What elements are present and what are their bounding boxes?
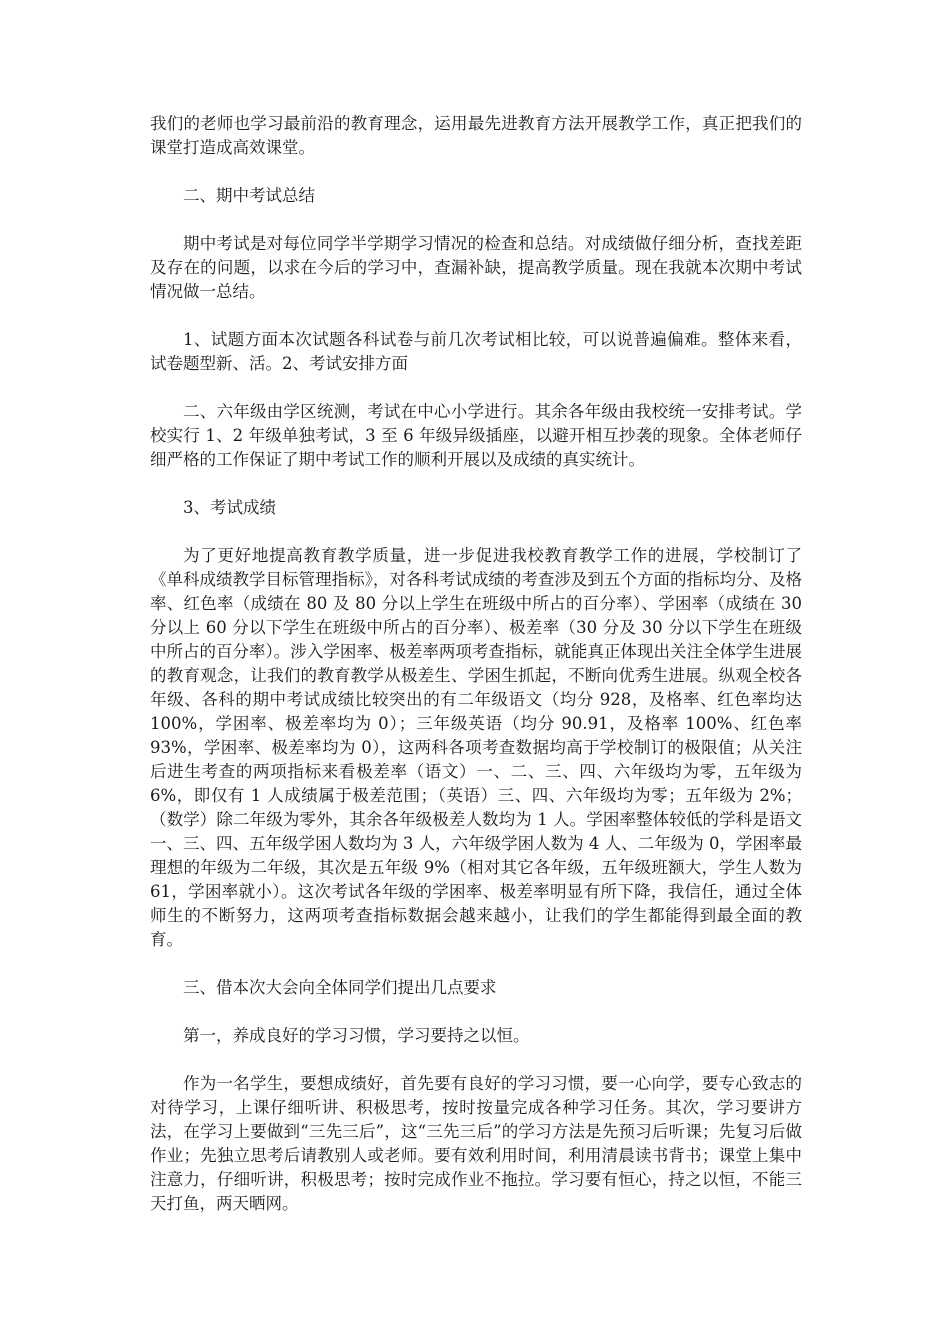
paragraph-intro-continued: 我们的老师也学习最前沿的教育理念，运用最先进教育方法开展教学工作，真正把我们的课堂打造成高效课堂。 bbox=[150, 114, 802, 157]
paragraph-exam-results: 为了更好地提高教育教学质量，进一步促进我校教育教学工作的进展，学校制订了《单科成绩教学目标管理指标》，对各科考试成绩的考查涉及到五个方面的指标均分、及格率、红色率（成绩在 80 及 80 分以上学生在班级中所占的百分率）、学困率（成绩在 30 分以上 60 分以下学生在班级中所占的百分率）、极差率（30 分及 30 分以下学生在班级中所占的百分率）。涉入学困率、极差率两项考查指标，就能真正体现出关注全体学生进展的教育观念，让我们的教育教学从极差生、学困生抓起，不断向优秀生进展。纵观全校各年级、各科的期中考试成绩比较突出的有二年级语文（均分 928，及格率、红色率均达 100%，学困率、极差率均为 0）；三年级英语（均分 90.91，及格率 100%、红色率 93%，学困率、极差率均为 0），这两科各项考查数据均高于学校制订的极限值；从关注后进生考查的两项指标来看极差率（语文）一、二、三、四、六年级均为零，五年级为 6%，即仅有 1 人成绩属于极差范围；（英语）三、四、六年级均为零；五年级为 2%；（数学）除二年级为零外，其余各年级极差人数均为 1 人。学困率整体较低的学科是语文一、三、四、五年级学困人数均为 3 人，六年级学困人数为 4 人、二年级为 0，学困率最理想的年级为二年级，其次是五年级 9%（相对其它各年级，五年级班额大，学生人数为 61，学困率就小）。这次考试各年级的学困率、极差率明显有所下降，我信任，通过全体师生的不断努力，这两项考查指标数据会越来越小，让我们的学生都能得到最全面的教育。 bbox=[150, 546, 802, 949]
paragraph-midterm-overview: 期中考试是对每位同学半学期学习情况的检查和总结。对成绩做仔细分析，查找差距及存在的问题，以求在今后的学习中，查漏补缺，提高教学质量。现在我就本次期中考试情况做一总结。 bbox=[150, 234, 802, 301]
paragraph-study-habits: 作为一名学生，要想成绩好，首先要有良好的学习习惯，要一心向学，要专心致志的对待学习，上课仔细听讲、积极思考，按时按量完成各种学习任务。其次，学习要讲方法，在学习上要做到“三先三后”，这“三先三后”的学习方法是先预习后听课；先复习后做作业；先独立思考后请教别人或老师。要有效利用时间，利用清晨读书背书；课堂上集中注意力，仔细听讲，积极思考；按时完成作业不拖拉。学习要有恒心，持之以恒，不能三天打鱼，两天晒网。 bbox=[150, 1074, 802, 1213]
paragraph-exam-questions: 1、试题方面本次试题各科试卷与前几次考试相比较，可以说普遍偏难。整体来看，试卷题型新、活。2、考试安排方面 bbox=[150, 330, 802, 373]
paragraph-exam-arrangement: 二、六年级由学区统测，考试在中心小学进行。其余各年级由我校统一安排考试。学校实行 1、2 年级单独考试，3 至 6 年级异级插座，以避开相互抄袭的现象。全体老师仔细严格的工作保证了期中考试工作的顺利开展以及成绩的真实统计。 bbox=[150, 402, 802, 469]
subheading-exam-results: 3、考试成绩 bbox=[183, 498, 276, 517]
section-heading-midterm-summary: 二、期中考试总结 bbox=[183, 186, 315, 205]
section-heading-requirements: 三、借本次大会向全体同学们提出几点要求 bbox=[183, 978, 497, 997]
paragraph-requirement-first: 第一，养成良好的学习习惯，学习要持之以恒。 bbox=[183, 1026, 530, 1045]
